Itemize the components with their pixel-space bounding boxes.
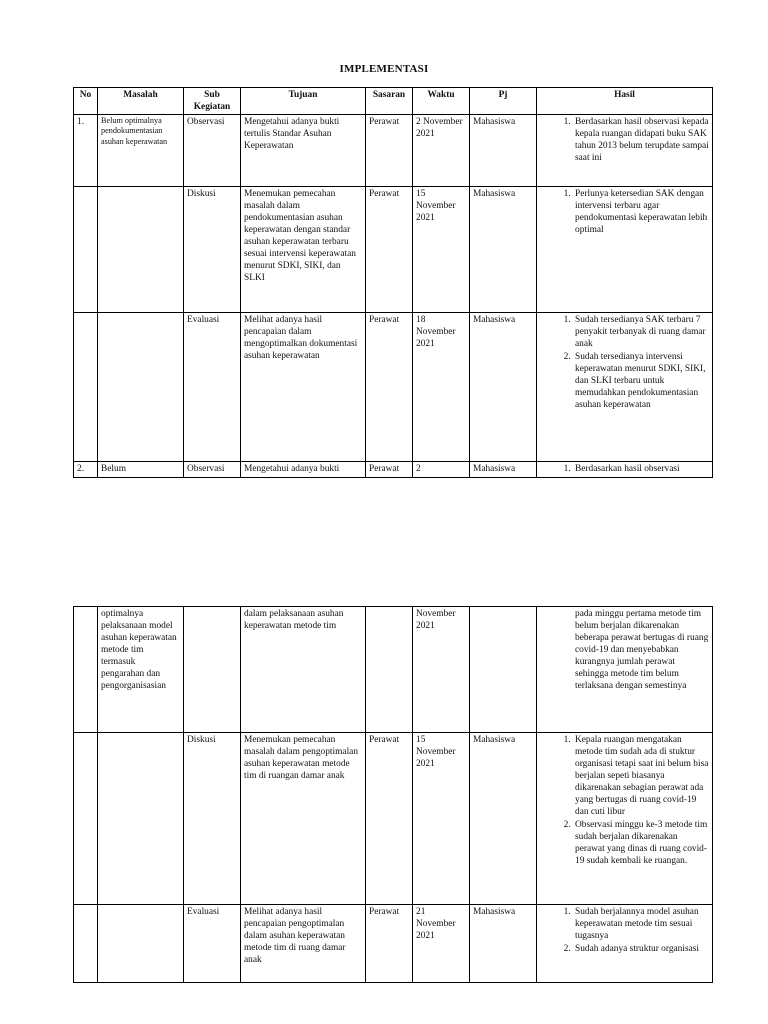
cell-sub-kegiatan: Observasi [184,462,241,478]
cell-hasil [537,607,713,733]
hasil-item: 2. Sudah tersedianya intervensi keperawatan menurut SDKI, SIKI, dan SLKI terbaru untuk memudahkan pendokumentasian asuhan keperawatan [573,351,709,411]
cell-hasil [537,313,713,462]
cell-no: 2. [74,462,98,478]
table-row [74,187,713,313]
cell-sub-kegiatan: Evaluasi [184,313,241,462]
hasil-item: 1. Perlunya ketersedian SAK dengan intervensi terbaru agar pendokumentasi keperawatan lebih optimal [573,188,709,236]
cell-sasaran: Perawat [366,733,413,905]
cell-masalah [98,187,184,313]
header-no: No [74,88,98,115]
cell-pj: Mahasiswa [470,115,537,187]
hasil-item: 2. Sudah adanya struktur organisasi [573,943,709,955]
cell-sub-kegiatan: Diskusi [184,187,241,313]
cell-tujuan: Menemukan pemecahan masalah dalam pendokumentasian asuhan keperawatan dengan standar asuhan keperawatan terbaru sesuai intervensi keperawatan menurut SDKI, SIKI, dan SLKI [241,187,366,313]
hasil-item: 2. Observasi minggu ke-3 metode tim sudah berjalan dikarenakan perawat yang dinas di ruang covid-19 sudah kembali ke ruangan. [573,819,709,867]
cell-no [74,607,98,733]
header-sub-kegiatan: Sub Kegiatan [184,88,241,115]
cell-pj [470,607,537,733]
cell-pj: Mahasiswa [470,905,537,983]
cell-sasaran: Perawat [366,187,413,313]
header-row [74,88,713,115]
cell-hasil [537,115,713,187]
cell-sasaran: Perawat [366,905,413,983]
cell-waktu: 21 November 2021 [413,905,470,983]
cell-waktu: 15 November 2021 [413,733,470,905]
table-row [74,607,713,733]
cell-masalah [98,733,184,905]
hasil-item: 1. Berdasarkan hasil observasi [573,463,709,475]
cell-masalah [98,905,184,983]
header-sasaran: Sasaran [366,88,413,115]
hasil-item: 1. Sudah tersedianya SAK terbaru 7 penyakit terbanyak di ruang damar anak [573,314,709,350]
cell-no [74,313,98,462]
cell-masalah [98,313,184,462]
cell-waktu: 2 [413,462,470,478]
cell-no [74,905,98,983]
hasil-item: 1. Kepala ruangan mengatakan metode tim sudah ada di stuktur organisasi tetapi saat ini belum bisa berjalan sepeti biasanya dikarenakan sebagian perawat ada yang bertugas di ruang covid-19 dan cuti libur [573,734,709,818]
table-row [74,115,713,187]
cell-no [74,733,98,905]
cell-tujuan: Mengetahui adanya bukti [241,462,366,478]
table-row [74,733,713,905]
cell-waktu: November 2021 [413,607,470,733]
table-row [74,905,713,983]
cell-masalah: Belum optimalnya pendokumentasian asuhan keperawatan [98,115,184,187]
cell-no [74,187,98,313]
cell-sasaran: Perawat [366,115,413,187]
cell-masalah: optimalnya pelaksanaan model asuhan keperawatan metode tim termasuk pengarahan dan pengorganisasian [98,607,184,733]
implementation-table-bottom [73,606,713,983]
cell-tujuan: Mengetahui adanya bukti tertulis Standar Asuhan Keperawatan [241,115,366,187]
implementation-table-top [73,87,713,478]
cell-hasil [537,733,713,905]
header-tujuan: Tujuan [241,88,366,115]
hasil-item: 1. Sudah berjalannya model asuhan keperawatan metode tim sesuai tugasnya [573,906,709,942]
cell-sasaran: Perawat [366,462,413,478]
header-pj: Pj [470,88,537,115]
cell-sub-kegiatan: Observasi [184,115,241,187]
cell-sub-kegiatan: Diskusi [184,733,241,905]
cell-waktu: 15 November 2021 [413,187,470,313]
cell-pj: Mahasiswa [470,462,537,478]
hasil-continuation: pada minggu pertama metode tim belum berjalan dikarenakan beberapa perawat bertugas di ruang covid-19 dan menyebabkan kurangnya jumlah perawat sehingga metode tim belum terlaksana dengan semestinya [575,609,709,692]
cell-tujuan: Melihat adanya hasil pencapaian dalam mengoptimalkan dokumentasi asuhan keperawatan [241,313,366,462]
cell-tujuan: dalam pelaksanaan asuhan keperawatan metode tim [241,607,366,733]
table-row [74,313,713,462]
cell-pj: Mahasiswa [470,733,537,905]
header-waktu: Waktu [413,88,470,115]
cell-hasil [537,462,713,478]
cell-waktu: 18 November 2021 [413,313,470,462]
document-title: IMPLEMENTASI [339,63,429,75]
cell-masalah: Belum [98,462,184,478]
cell-sasaran: Perawat [366,313,413,462]
cell-tujuan: Menemukan pemecahan masalah dalam pengoptimalan asuhan keperawatan metode tim di ruangan damar anak [241,733,366,905]
header-hasil: Hasil [537,88,713,115]
cell-tujuan: Melihat adanya hasil pencapaian pengoptimalan dalam asuhan keperawatan metode tim di ruang damar anak [241,905,366,983]
table-row [74,462,713,478]
hasil-item: 1. Berdasarkan hasil observasi kepada kepala ruangan didapati buku SAK tahun 2013 belum terupdate sampai saat ini [573,116,709,164]
cell-sasaran [366,607,413,733]
header-masalah: Masalah [98,88,184,115]
cell-pj: Mahasiswa [470,313,537,462]
cell-no: 1. [74,115,98,187]
cell-hasil [537,187,713,313]
cell-sub-kegiatan [184,607,241,733]
cell-pj: Mahasiswa [470,187,537,313]
cell-waktu: 2 November 2021 [413,115,470,187]
cell-sub-kegiatan: Evaluasi [184,905,241,983]
cell-hasil [537,905,713,983]
